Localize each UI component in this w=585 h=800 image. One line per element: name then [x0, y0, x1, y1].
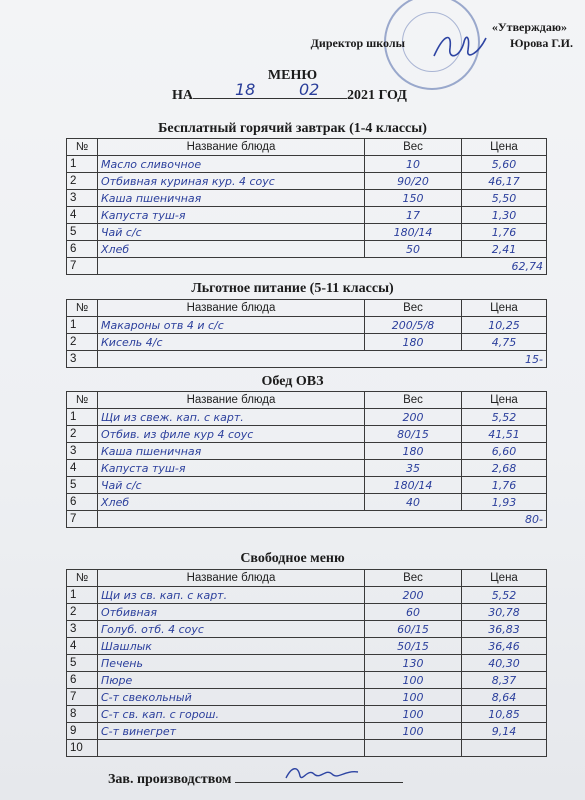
col-weight: Вес [365, 139, 462, 156]
row-num: 6 [67, 672, 98, 689]
dish-price: 41,51 [462, 426, 547, 443]
dish-name: С-т винегрет [98, 723, 365, 740]
table-row [67, 317, 547, 334]
dish-name: Каша пшеничная [98, 190, 365, 207]
col-num: № [67, 300, 98, 317]
row-num: 4 [67, 638, 98, 655]
row-num: 7 [67, 689, 98, 706]
row-num: 8 [67, 706, 98, 723]
table-row [67, 334, 547, 351]
dish-price: 5,60 [462, 156, 547, 173]
col-num: № [67, 392, 98, 409]
dish-weight: 50/15 [365, 638, 462, 655]
dish-weight: 200 [365, 409, 462, 426]
table-row [67, 173, 547, 190]
dish-weight: 180/14 [365, 477, 462, 494]
preferential-table [66, 299, 547, 368]
table-header [67, 570, 547, 587]
approval-quote: «Утверждаю» [491, 20, 567, 34]
dish-price: 9,14 [462, 723, 547, 740]
table-row [67, 224, 547, 241]
col-weight: Вес [365, 570, 462, 587]
row-num: 5 [67, 655, 98, 672]
section-total: 15- [98, 351, 547, 368]
dish-name: Капуста туш-я [98, 207, 365, 224]
dish-name: Пюре [98, 672, 365, 689]
table-row [67, 689, 547, 706]
row-num: 10 [67, 740, 98, 757]
dish-weight: 35 [365, 460, 462, 477]
col-price: Цена [462, 570, 547, 587]
table-row [67, 241, 547, 258]
dish-name: С-т св. кап. с горош. [98, 706, 365, 723]
table-row [67, 621, 547, 638]
menu-date [172, 80, 407, 104]
row-num: 4 [67, 460, 98, 477]
director-name: Юрова Г.И. [510, 36, 573, 50]
dish-name: Щи из св. кап. с карт. [98, 587, 365, 604]
dish-weight: 17 [365, 207, 462, 224]
total-row [67, 351, 547, 368]
section-title-ovz: Обед ОВЗ [261, 374, 324, 389]
dish-price: 1,30 [462, 207, 547, 224]
dish-weight: 200 [365, 587, 462, 604]
dish-price: 1,76 [462, 224, 547, 241]
dish-price: 8,37 [462, 672, 547, 689]
dish-weight [365, 740, 462, 757]
table-row [67, 740, 547, 757]
dish-name: Отбивная [98, 604, 365, 621]
director-position: Директор школы [310, 36, 405, 50]
dish-price: 36,46 [462, 638, 547, 655]
dish-name: Макароны отв 4 и с/с [98, 317, 365, 334]
col-num: № [67, 139, 98, 156]
breakfast-table [66, 138, 547, 275]
row-num: 7 [67, 511, 98, 528]
row-num: 1 [67, 156, 98, 173]
dish-weight: 150 [365, 190, 462, 207]
dish-weight: 100 [365, 672, 462, 689]
col-weight: Вес [365, 300, 462, 317]
production-head-signature [282, 762, 362, 784]
table-row [67, 477, 547, 494]
col-name: Название блюда [98, 392, 365, 409]
table-header [67, 392, 547, 409]
table-row [67, 587, 547, 604]
dish-weight: 180/14 [365, 224, 462, 241]
total-row [67, 258, 547, 275]
dish-weight: 100 [365, 689, 462, 706]
table-row [67, 426, 547, 443]
table-row [67, 655, 547, 672]
row-num: 7 [67, 258, 98, 275]
col-price: Цена [462, 300, 547, 317]
dish-weight: 60 [365, 604, 462, 621]
col-name: Название блюда [98, 139, 365, 156]
dish-name: С-т свекольный [98, 689, 365, 706]
table-row [67, 156, 547, 173]
dish-weight: 200/5/8 [365, 317, 462, 334]
dish-name: Печень [98, 655, 365, 672]
dish-price: 10,25 [462, 317, 547, 334]
col-num: № [67, 570, 98, 587]
dish-price: 5,52 [462, 587, 547, 604]
table-row [67, 494, 547, 511]
dish-weight: 50 [365, 241, 462, 258]
free-menu-table [66, 569, 547, 757]
dish-price: 46,17 [462, 173, 547, 190]
dish-name: Отбивная куриная кур. 4 соус [98, 173, 365, 190]
dish-name: Чай с/с [98, 477, 365, 494]
dish-weight: 60/15 [365, 621, 462, 638]
dish-name: Масло сливочное [98, 156, 365, 173]
dish-price: 10,85 [462, 706, 547, 723]
dish-price: 2,41 [462, 241, 547, 258]
row-num: 2 [67, 426, 98, 443]
row-num: 3 [67, 621, 98, 638]
table-row [67, 723, 547, 740]
dish-price: 2,68 [462, 460, 547, 477]
date-prefix: НА [172, 88, 193, 103]
dish-price: 40,30 [462, 655, 547, 672]
table-header [67, 139, 547, 156]
dish-name: Отбив. из филе кур 4 соус [98, 426, 365, 443]
dish-price [462, 740, 547, 757]
dish-name: Голуб. отб. 4 соус [98, 621, 365, 638]
section-total: 80- [98, 511, 547, 528]
date-line [193, 80, 347, 99]
row-num: 5 [67, 224, 98, 241]
dish-weight: 80/15 [365, 426, 462, 443]
dish-weight: 40 [365, 494, 462, 511]
table-row [67, 706, 547, 723]
row-num: 2 [67, 604, 98, 621]
date-day: 18 [235, 80, 256, 99]
dish-name: Хлеб [98, 241, 365, 258]
col-price: Цена [462, 139, 547, 156]
row-num: 4 [67, 207, 98, 224]
date-year: 2021 ГОД [347, 88, 407, 103]
table-row [67, 638, 547, 655]
dish-name: Хлеб [98, 494, 365, 511]
date-month: 02 [299, 80, 320, 99]
section-title-breakfast: Бесплатный горячий завтрак (1-4 классы) [158, 121, 427, 136]
approval-lines [0, 20, 585, 60]
row-num: 1 [67, 409, 98, 426]
col-price: Цена [462, 392, 547, 409]
section-title-free-menu: Свободное меню [240, 551, 345, 566]
col-name: Название блюда [98, 300, 365, 317]
table-row [67, 190, 547, 207]
dish-price: 1,76 [462, 477, 547, 494]
dish-weight: 90/20 [365, 173, 462, 190]
table-row [67, 443, 547, 460]
dish-name: Капуста туш-я [98, 460, 365, 477]
dish-price: 8,64 [462, 689, 547, 706]
row-num: 3 [67, 351, 98, 368]
dish-price: 5,52 [462, 409, 547, 426]
row-num: 5 [67, 477, 98, 494]
row-num: 2 [67, 334, 98, 351]
dish-name: Кисель 4/с [98, 334, 365, 351]
row-num: 6 [67, 241, 98, 258]
ovz-table [66, 391, 547, 528]
dish-name: Каша пшеничная [98, 443, 365, 460]
row-num: 9 [67, 723, 98, 740]
row-num: 1 [67, 587, 98, 604]
dish-weight: 100 [365, 723, 462, 740]
dish-price: 36,83 [462, 621, 547, 638]
dish-price: 1,93 [462, 494, 547, 511]
table-row [67, 672, 547, 689]
dish-weight: 100 [365, 706, 462, 723]
table-row [67, 604, 547, 621]
dish-price: 4,75 [462, 334, 547, 351]
dish-price: 5,50 [462, 190, 547, 207]
dish-name [98, 740, 365, 757]
dish-name: Чай с/с [98, 224, 365, 241]
total-row [67, 511, 547, 528]
row-num: 3 [67, 443, 98, 460]
table-row [67, 207, 547, 224]
row-num: 1 [67, 317, 98, 334]
dish-name: Шашлык [98, 638, 365, 655]
dish-weight: 130 [365, 655, 462, 672]
dish-weight: 10 [365, 156, 462, 173]
dish-price: 30,78 [462, 604, 547, 621]
dish-weight: 180 [365, 334, 462, 351]
table-row [67, 460, 547, 477]
section-total: 62,74 [98, 258, 547, 275]
table-row [67, 409, 547, 426]
col-weight: Вес [365, 392, 462, 409]
dish-price: 6,60 [462, 443, 547, 460]
menu-title: МЕНЮ [267, 68, 318, 83]
row-num: 6 [67, 494, 98, 511]
dish-name: Щи из свеж. кап. с карт. [98, 409, 365, 426]
col-name: Название блюда [98, 570, 365, 587]
production-head-label: Зав. производством [108, 772, 232, 787]
dish-weight: 180 [365, 443, 462, 460]
row-num: 2 [67, 173, 98, 190]
row-num: 3 [67, 190, 98, 207]
table-header [67, 300, 547, 317]
section-title-preferential: Льготное питание (5-11 классы) [191, 281, 394, 296]
